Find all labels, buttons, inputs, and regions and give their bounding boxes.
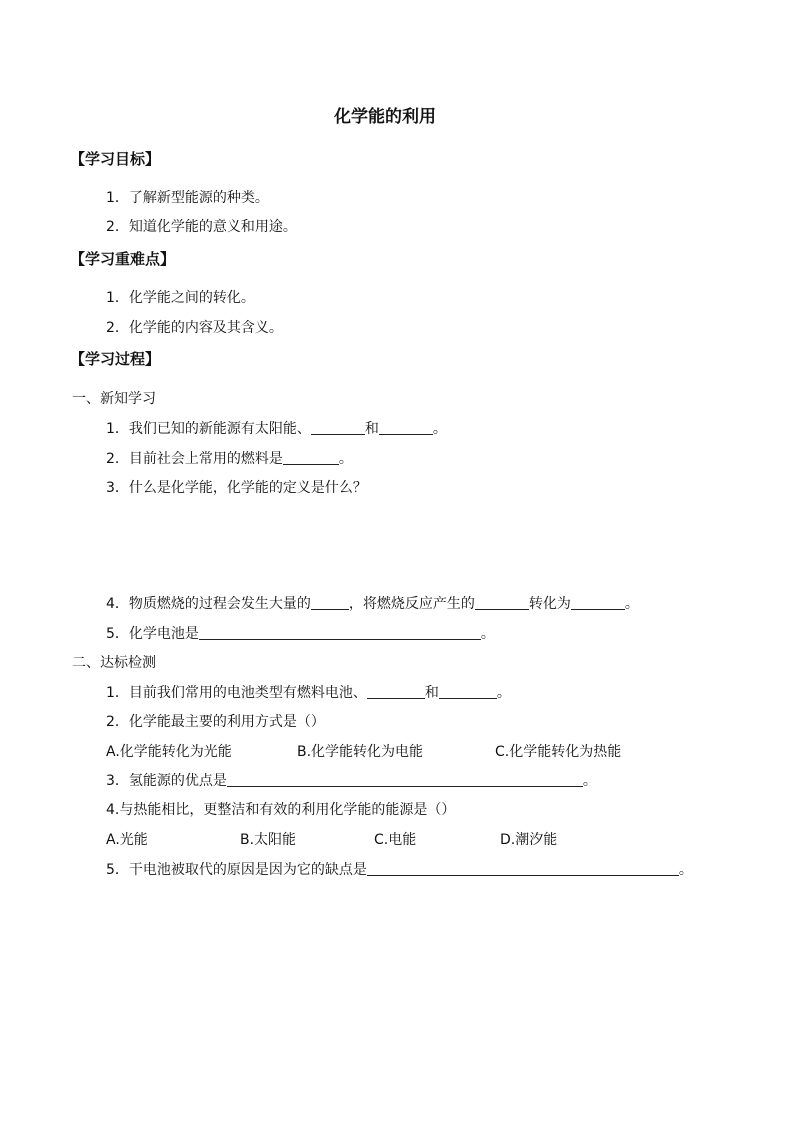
test-question-4-option-a[interactable]: A.光能: [106, 832, 148, 848]
test-question-1: [106, 684, 511, 702]
test-question-2-option-b[interactable]: B.化学能转化为电能: [297, 744, 424, 760]
question-text: 转化为: [528, 596, 571, 612]
test-question-4-option-c[interactable]: C.电能: [374, 832, 417, 848]
question-text: 2．目前社会上常用的燃料是: [106, 451, 283, 467]
question-text: 。: [624, 596, 639, 612]
answer-blank[interactable]: [439, 684, 497, 699]
question-text: 。: [432, 421, 447, 437]
subsection-heading-new-knowledge: 一、新知学习: [72, 391, 156, 407]
page-title: 化学能的利用: [334, 107, 436, 127]
test-question-3: [106, 772, 597, 790]
test-question-4-option-d[interactable]: D.潮汐能: [500, 832, 558, 848]
answer-blank[interactable]: [475, 595, 529, 610]
question-text: 4．物质燃烧的过程会发生大量的: [106, 596, 311, 612]
section-heading-process: 【学习过程】: [70, 350, 161, 368]
question-text: 。: [678, 862, 693, 878]
answer-blank[interactable]: [571, 595, 625, 610]
answer-blank[interactable]: [199, 625, 481, 640]
question-1: [106, 420, 447, 438]
question-4: [106, 595, 639, 613]
question-text: 。: [582, 773, 597, 789]
question-3: 3．什么是化学能，化学能的定义是什么？: [106, 480, 367, 496]
test-question-5: [106, 861, 693, 879]
question-text: 5．化学电池是: [106, 626, 199, 642]
test-question-4: 4.与热能相比，更整洁和有效的利用化学能的能源是（）: [106, 802, 456, 818]
key-item-1: 1．化学能之间的转化。: [106, 290, 255, 306]
answer-blank[interactable]: [367, 861, 679, 876]
question-text: ，将燃烧反应产生的: [348, 596, 475, 612]
question-text: 和: [424, 685, 439, 701]
question-2: [106, 450, 353, 468]
test-question-2: 2．化学能最主要的利用方式是（）: [106, 714, 325, 730]
section-heading-key-points: 【学习重难点】: [70, 250, 176, 268]
test-question-2-option-c[interactable]: C.化学能转化为热能: [495, 744, 622, 760]
subsection-heading-assessment: 二、达标检测: [72, 655, 156, 671]
answer-blank[interactable]: [311, 595, 349, 610]
question-text: 1．目前我们常用的电池类型有燃料电池、: [106, 685, 367, 701]
question-5: [106, 625, 495, 643]
question-text: 1．我们已知的新能源有太阳能、: [106, 421, 311, 437]
key-item-2: 2．化学能的内容及其含义。: [106, 320, 283, 336]
answer-blank[interactable]: [367, 684, 425, 699]
question-text: 。: [496, 685, 511, 701]
answer-blank[interactable]: [283, 450, 339, 465]
question-text: 。: [480, 626, 495, 642]
question-text: 5．干电池被取代的原因是因为它的缺点是: [106, 862, 367, 878]
question-text: 。: [338, 451, 353, 467]
goal-item-2: 2．知道化学能的意义和用途。: [106, 219, 297, 235]
answer-blank[interactable]: [379, 420, 433, 435]
answer-blank[interactable]: [311, 420, 365, 435]
question-text: 和: [364, 421, 379, 437]
section-heading-goals: 【学习目标】: [70, 150, 161, 168]
test-question-2-option-a[interactable]: A.化学能转化为光能: [106, 744, 232, 760]
test-question-4-option-b[interactable]: B.太阳能: [240, 832, 297, 848]
goal-item-1: 1．了解新型能源的种类。: [106, 190, 269, 206]
question-text: 3．氢能源的优点是: [106, 773, 227, 789]
answer-blank[interactable]: [227, 772, 583, 787]
